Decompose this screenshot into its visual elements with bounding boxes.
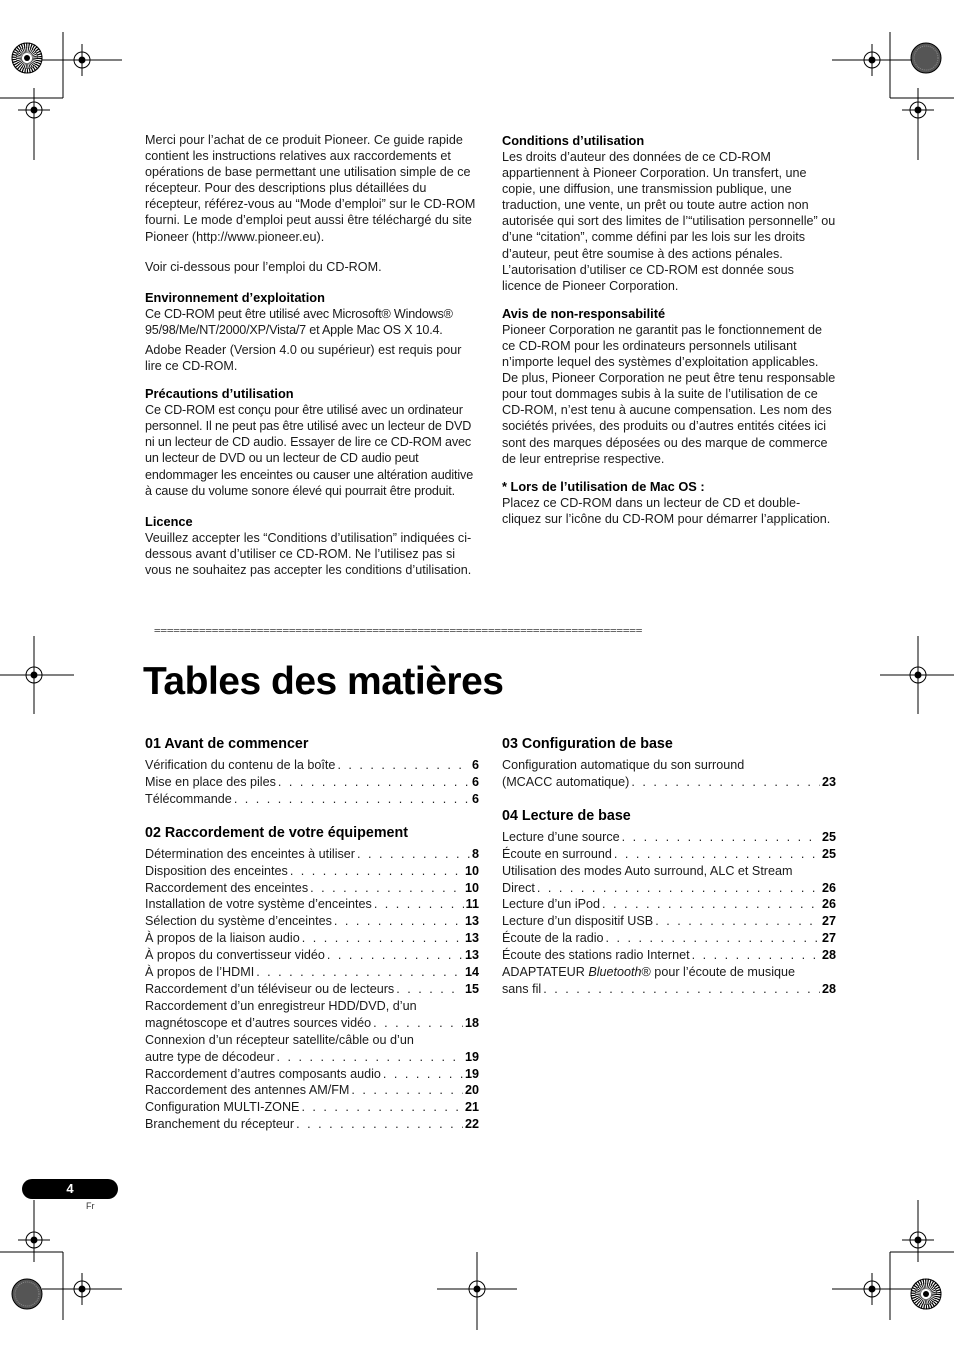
toc-entry[interactable]: Raccordement des antennes AM/FM . . . 20 bbox=[145, 1082, 479, 1099]
toc-entry[interactable]: Raccordement des enceintes . . . 10 bbox=[145, 880, 479, 897]
toc-entry[interactable]: Écoute en surround . . . 25 bbox=[502, 846, 836, 863]
precautions-text: Ce CD-ROM est conçu pour être utilisé avec un ordinateur personnel. Il ne peut pas être utilisé avec un lecteur de DVD ni un lecteur de CD audio. Essayer de lire ce CD-ROM avec un lecteur de DVD ou un lecteur de CD audio peut endommager les enceintes ou causer une altération auditive à cause du volume sonore élevé qui pourrait être produit. bbox=[145, 403, 474, 498]
disclaimer-heading: Avis de non-responsabilité bbox=[502, 305, 666, 321]
toc-chapter-heading: 02 Raccordement de votre équipement bbox=[145, 824, 408, 841]
toc-entry-first-line[interactable]: Configuration automatique du son surround bbox=[502, 758, 745, 772]
disclaimer-text: Pioneer Corporation ne garantit pas le fonctionnement de ce CD-ROM pour les ordinateurs personnels utilisant n’importe lequel des systèmes d’exploitation applicables. De plus, Pioneer Corporation ne peut être tenu responsable pour tout dommages subis à la suite de l’utilisation de ce CD-ROM, n’est tenu à aucune compensation. Les nom des sociétés privées, des produits ou d’autres entités citées ici sont des marques déposées ou des marque de commerce de leur entreprise respective. bbox=[502, 322, 836, 466]
toc-entry[interactable]: Lecture d’un iPod . . . 26 bbox=[502, 896, 836, 913]
toc-entry[interactable]: À propos du convertisseur vidéo . . . 13 bbox=[145, 947, 479, 964]
toc-entry[interactable]: À propos de la liaison audio . . . 13 bbox=[145, 930, 479, 947]
intro-paragraph: Merci pour l’achat de ce produit Pioneer. Ce guide rapide contient les instructions relatives aux raccordements et opérations de base permettant une utilisation simple de ce récepteur. Pour des descriptions plus détaillées du récepteur, référez-vous au “Mode d’emploi” sur le CD-ROM fourni. Le mode d’emploi peut aussi être téléchargé du site Pioneer (http://www.pioneer.eu). bbox=[145, 133, 476, 244]
toc-entry[interactable]: Disposition des enceintes . . . 10 bbox=[145, 863, 479, 880]
toc-entry[interactable]: Mise en place des piles . . . 6 bbox=[145, 774, 479, 791]
toc-entry-first-line[interactable]: Connexion d’un récepteur satellite/câble ou d’un bbox=[145, 1032, 414, 1047]
toc-title: Tables des matières bbox=[143, 660, 504, 703]
toc-entry[interactable]: Sélection du système d’enceintes . . . 13 bbox=[145, 913, 479, 930]
toc-entry[interactable]: Raccordement d’un téléviseur ou de lecteurs . . . 15 bbox=[145, 981, 479, 998]
page-number-badge: 4 bbox=[22, 1179, 118, 1199]
licence-text: Veuillez accepter les “Conditions d’utilisation” indiquées ci-dessous avant d’utiliser ce CD-ROM. Ne l’utilisez pas si vous ne souhaitez pas accepter les conditions d’utilisation. bbox=[145, 530, 472, 577]
toc-entry[interactable]: Détermination des enceintes à utiliser . . . 8 bbox=[145, 846, 479, 863]
env-text-1: Ce CD-ROM peut être utilisé avec Microsoft® Windows® 95/98/Me/NT/2000/XP/Vista/7 et Apple Mac OS X 10.4. bbox=[145, 306, 453, 337]
toc-entry[interactable]: Lecture d’un dispositif USB . . . 27 bbox=[502, 913, 836, 930]
toc-entry[interactable]: Configuration MULTI-ZONE . . . 21 bbox=[145, 1099, 479, 1116]
toc-left-column bbox=[145, 735, 479, 1133]
precautions-heading: Précautions d’utilisation bbox=[145, 386, 294, 402]
toc-entry[interactable]: autre type de décodeur . . . 19 bbox=[145, 1049, 479, 1066]
section-divider: ============================================================================ bbox=[154, 624, 643, 637]
toc-chapter-heading: 03 Configuration de base bbox=[502, 736, 673, 752]
toc-entry[interactable]: Branchement du récepteur . . . 22 bbox=[145, 1116, 479, 1133]
language-code: Fr bbox=[86, 1201, 95, 1211]
toc-right-column bbox=[502, 735, 836, 998]
toc-entry[interactable]: Écoute de la radio . . . 27 bbox=[502, 930, 836, 947]
toc-entry-first-line[interactable]: Utilisation des modes Auto surround, ALC et Stream bbox=[502, 863, 793, 878]
toc-entry[interactable]: magnétoscope et d’autres sources vidéo . . . 18 bbox=[145, 1015, 479, 1032]
toc-entry[interactable]: Direct . . . 26 bbox=[502, 880, 836, 897]
left-text-column bbox=[145, 132, 479, 578]
see-below-text: Voir ci-dessous pour l’emploi du CD-ROM. bbox=[145, 259, 382, 274]
toc-entry[interactable]: À propos de l’HDMI . . . 14 bbox=[145, 964, 479, 981]
toc-entry[interactable]: (MCACC automatique) . . . 23 bbox=[502, 774, 836, 791]
toc-entry[interactable]: Raccordement d’autres composants audio . . . 19 bbox=[145, 1066, 479, 1083]
conditions-heading: Conditions d’utilisation bbox=[502, 133, 645, 148]
toc-entry[interactable]: Écoute des stations radio Internet . . . 28 bbox=[502, 947, 836, 964]
toc-entry[interactable]: Télécommande . . . 6 bbox=[145, 791, 479, 808]
mac-text: Placez ce CD-ROM dans un lecteur de CD et double-cliquez sur l’icône du CD-ROM pour démarrer l’application. bbox=[502, 495, 831, 526]
toc-entry[interactable]: sans fil . . . 28 bbox=[502, 981, 836, 998]
toc-chapter-heading: 01 Avant de commencer bbox=[145, 736, 309, 752]
mac-heading: * Lors de l’utilisation de Mac OS : bbox=[502, 478, 705, 494]
toc-entry[interactable]: Installation de votre système d’enceintes . . . 11 bbox=[145, 896, 479, 913]
toc-entry-first-line[interactable]: Raccordement d’un enregistreur HDD/DVD, d’un bbox=[145, 998, 417, 1013]
env-heading: Environnement d’exploitation bbox=[145, 289, 325, 305]
toc-entry[interactable]: Vérification du contenu de la boîte . . . 6 bbox=[145, 757, 479, 774]
licence-heading: Licence bbox=[145, 513, 193, 529]
toc-chapter-heading: 04 Lecture de base bbox=[502, 807, 631, 824]
env-text-2: Adobe Reader (Version 4.0 ou supérieur) est requis pour lire ce CD-ROM. bbox=[145, 342, 462, 374]
toc-entry[interactable]: Lecture d’une source . . . 25 bbox=[502, 829, 836, 846]
toc-entry-first-line[interactable]: ADAPTATEUR Bluetooth® pour l’écoute de musique bbox=[502, 965, 796, 980]
right-text-column bbox=[502, 132, 836, 527]
conditions-text: Les droits d’auteur des données de ce CD-ROM appartiennent à Pioneer Corporation. Un transfert, une copie, une diffusion, une transmission publique, une traduction, une vente, un prêt ou toute autre action non autorisée qui sort des limites de l’“utilisation personnelle” ou d’une “citation”, comme défini par les lois sur les droits d’auteur, peut être soumise à des actions pénales. L’autorisation d’utiliser ce CD-ROM est donnée sous licence de Pioneer Corporation. bbox=[502, 150, 836, 293]
